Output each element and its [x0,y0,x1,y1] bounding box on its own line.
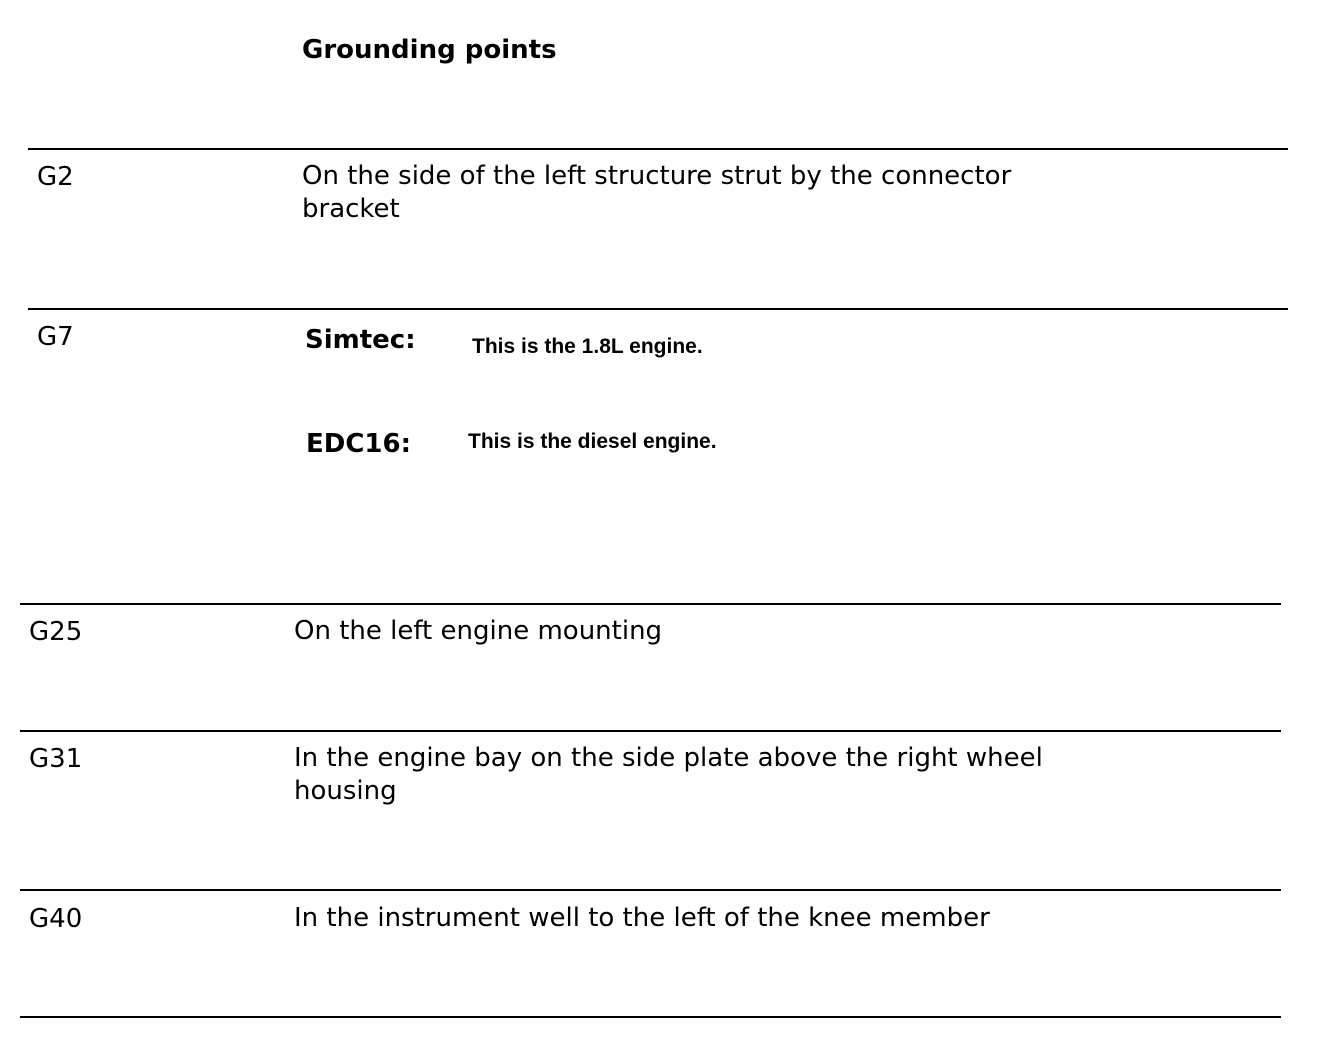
grounding-description-g31: In the engine bay on the side plate above the right wheel housing [294,743,1043,806]
page-title: Grounding points [302,35,557,65]
grounding-code-g7: G7 [37,322,74,352]
table-bottom-rule [20,1016,1281,1018]
grounding-description-g40: In the instrument well to the left of the knee member [294,903,990,933]
row-divider [20,603,1281,605]
row-divider [20,730,1281,732]
row-divider [28,308,1288,310]
grounding-code-g31: G31 [29,744,83,774]
row-divider [28,148,1288,150]
variant-label-edc16: EDC16: [306,429,412,459]
variant-label-simtec: Simtec: [305,325,416,355]
grounding-code-g2: G2 [37,162,74,192]
grounding-description-g2: On the side of the left structure strut by the connector bracket [302,161,1012,224]
variant-text-edc16: This is the diesel engine. [468,430,717,453]
row-divider [20,889,1281,891]
grounding-description-g25: On the left engine mounting [294,616,663,646]
grounding-code-g25: G25 [29,617,83,647]
grounding-code-g40: G40 [29,904,83,934]
variant-text-simtec: This is the 1.8L engine. [472,335,703,358]
